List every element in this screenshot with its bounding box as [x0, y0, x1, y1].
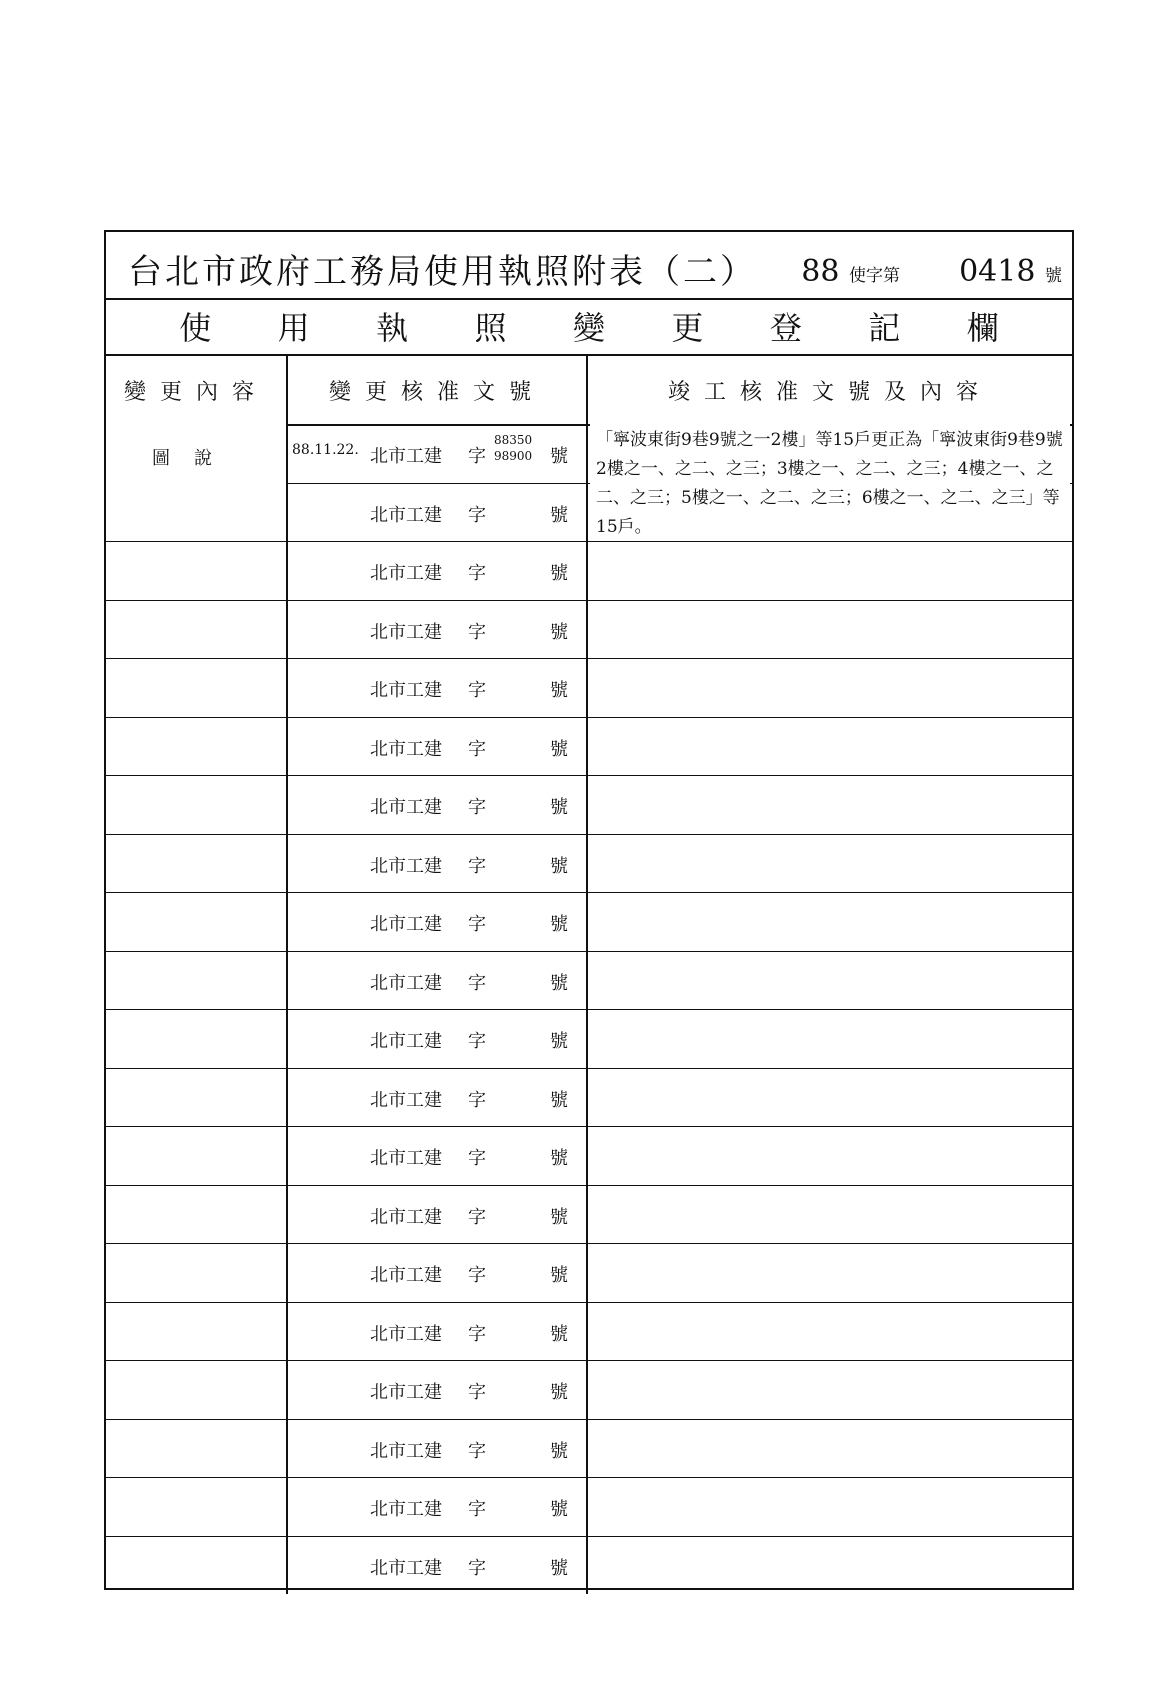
- table-row: [106, 892, 1072, 952]
- row-completion-cell: [588, 1126, 1072, 1185]
- approval-suffix: 號: [550, 1148, 568, 1169]
- approval-word: 字: [468, 1148, 486, 1169]
- table-row: [106, 1536, 1072, 1595]
- permit-appendix-form: [104, 230, 1074, 1590]
- approval-authority: 北市工建: [370, 1323, 442, 1345]
- col-completion: 竣工核准文號及內容: [667, 379, 992, 405]
- row-completion-cell: [588, 834, 1072, 893]
- approval-suffix: 號: [550, 797, 568, 818]
- band-char: 變: [572, 309, 605, 347]
- approval-word: 字: [468, 1499, 486, 1520]
- row-approval-cell: [288, 834, 588, 893]
- approval-word: 字: [468, 738, 486, 760]
- approval-authority: 北市工建: [370, 1557, 442, 1579]
- col-change-content: 變更內容: [106, 356, 288, 424]
- row-completion-cell: [588, 717, 1072, 776]
- approval-word: 字: [468, 621, 486, 643]
- table-row: [106, 541, 1072, 601]
- approval-word: 字: [468, 1382, 486, 1403]
- table-row: [106, 600, 1072, 660]
- form-title: 台北市政府工務局使用執照附表（二）: [128, 252, 757, 292]
- row-completion-cell: [588, 775, 1072, 834]
- permit-word: 使字第: [849, 266, 900, 286]
- row-approval-cell: [288, 1302, 588, 1361]
- approval-numbers: [494, 432, 532, 464]
- row-completion-cell: [588, 658, 1072, 717]
- table-row: [106, 834, 1072, 894]
- row-completion-cell: [588, 1243, 1072, 1302]
- approval-date: 88.11.22.: [292, 442, 359, 458]
- approval-authority: 北市工建: [370, 446, 442, 467]
- row-change-cell: [106, 951, 288, 1010]
- row-completion-cell: [588, 1477, 1072, 1536]
- row-approval-cell: [288, 658, 588, 717]
- row-change-cell: [106, 834, 288, 893]
- approval-suffix: 號: [550, 972, 568, 994]
- row-approval-cell: [288, 1185, 588, 1244]
- col-approval-no: 變更核准文號: [288, 356, 588, 424]
- row-approval-cell: [288, 775, 588, 834]
- table-row: [106, 1360, 1072, 1420]
- band-char: 記: [868, 309, 901, 347]
- approval-suffix: 號: [550, 738, 568, 760]
- table-row: [106, 1009, 1072, 1069]
- approval-authority: 北市工建: [370, 855, 442, 877]
- approval-suffix: 號: [550, 1031, 568, 1052]
- permit-year: 88: [801, 254, 840, 289]
- registration-rows: [106, 424, 1072, 1588]
- row-approval-cell: [288, 892, 588, 951]
- approval-word: 字: [468, 1323, 486, 1345]
- table-row: [106, 658, 1072, 718]
- approval-authority: 北市工建: [370, 1031, 442, 1052]
- approval-word: 字: [468, 1265, 486, 1286]
- table-row: [106, 1185, 1072, 1245]
- approval-suffix: 號: [550, 1440, 568, 1462]
- approval-word: 字: [468, 855, 486, 877]
- row-change-cell: [106, 1360, 288, 1419]
- approval-suffix: 號: [550, 680, 568, 701]
- row-approval-cell: [288, 1126, 588, 1185]
- table-row: [106, 1477, 1072, 1537]
- approval-authority: 北市工建: [370, 1382, 442, 1403]
- row-approval-cell: [288, 1419, 588, 1478]
- row-change-cell: [106, 775, 288, 834]
- row-change-cell: [106, 1009, 288, 1068]
- approval-suffix: 號: [550, 563, 568, 584]
- row-approval-cell: [288, 717, 588, 776]
- band-char: 使: [179, 309, 212, 347]
- approval-authority: 北市工建: [370, 1148, 442, 1169]
- approval-word: 字: [468, 797, 486, 818]
- approval-suffix: 號: [550, 1089, 568, 1111]
- approval-authority: 北市工建: [370, 797, 442, 818]
- approval-suffix: 號: [550, 1499, 568, 1520]
- row-change-cell: [106, 717, 288, 776]
- row-approval-cell: [288, 483, 588, 542]
- row-completion-cell: [588, 1185, 1072, 1244]
- row-change-cell: [106, 1068, 288, 1127]
- row-approval-cell: [288, 1009, 588, 1068]
- approval-suffix: 號: [550, 855, 568, 877]
- row-approval-cell: [288, 541, 588, 600]
- approval-word: 字: [468, 1206, 486, 1228]
- row-change-cell: [106, 1419, 288, 1478]
- row-approval-cell: [288, 424, 588, 483]
- approval-authority: 北市工建: [370, 972, 442, 994]
- table-row: [106, 775, 1072, 835]
- approval-suffix: 號: [550, 1557, 568, 1579]
- band-char: 欄: [966, 309, 999, 347]
- row-completion-cell: [588, 1009, 1072, 1068]
- approval-authority: 北市工建: [370, 563, 442, 584]
- row-change-cell: [106, 1126, 288, 1185]
- row-change-cell: [106, 541, 288, 600]
- approval-suffix: 號: [550, 1206, 568, 1228]
- row-completion-cell: [588, 1302, 1072, 1361]
- change-registration-band: [106, 298, 1072, 356]
- approval-suffix: 號: [550, 504, 568, 526]
- band-char: 照: [474, 309, 507, 347]
- approval-authority: 北市工建: [370, 1206, 442, 1228]
- band-char: 執: [376, 309, 409, 347]
- row-completion-cell: [588, 892, 1072, 951]
- table-row: [106, 717, 1072, 777]
- row-approval-cell: [288, 1243, 588, 1302]
- form-header: [106, 232, 1072, 300]
- row-change-cell: [106, 1477, 288, 1536]
- row-change-cell: [106, 892, 288, 951]
- row-completion-cell: [588, 1419, 1072, 1478]
- approval-word: 字: [468, 563, 486, 584]
- first-entry-completion: 「寧波東街9巷9號之一2樓」等15戶更正為「寧波東街9巷9號2樓之一、之二、之三；3樓之一、之二、之三；4樓之一、之二、之三；5樓之一、之二、之三；6樓之一、之二、之三」等15戶。: [590, 424, 1070, 541]
- permit-number: [801, 254, 1062, 289]
- permit-no: 0418: [959, 254, 1036, 289]
- row-completion-cell: [588, 600, 1072, 659]
- approval-authority: 北市工建: [370, 1265, 442, 1286]
- approval-num-1: 88350: [494, 433, 533, 447]
- row-completion-cell: [588, 1068, 1072, 1127]
- first-entry-change: [106, 424, 286, 541]
- approval-word: 字: [468, 1557, 486, 1579]
- row-approval-cell: [288, 600, 588, 659]
- table-row: [106, 1126, 1072, 1186]
- row-change-cell: [106, 1243, 288, 1302]
- approval-word: 字: [468, 972, 486, 994]
- row-change-cell: [106, 1185, 288, 1244]
- approval-authority: 北市工建: [370, 621, 442, 643]
- row-change-cell: [106, 1302, 288, 1361]
- approval-suffix: 號: [550, 446, 568, 467]
- row-change-cell: [106, 1536, 288, 1595]
- approval-word: 字: [468, 504, 486, 526]
- table-row: [106, 951, 1072, 1011]
- approval-authority: 北市工建: [370, 1499, 442, 1520]
- approval-word: 字: [468, 446, 486, 467]
- first-entry-desc: 圖說: [152, 448, 236, 469]
- approval-authority: 北市工建: [370, 680, 442, 701]
- row-change-cell: [106, 658, 288, 717]
- approval-word: 字: [468, 914, 486, 935]
- table-row: [106, 1302, 1072, 1362]
- approval-authority: 北市工建: [370, 738, 442, 760]
- row-completion-cell: [588, 1360, 1072, 1419]
- row-completion-cell: [588, 541, 1072, 600]
- permit-suffix: 號: [1045, 266, 1062, 286]
- row-change-cell: [106, 600, 288, 659]
- approval-authority: 北市工建: [370, 504, 442, 526]
- row-approval-cell: [288, 951, 588, 1010]
- approval-num-2: 98900: [494, 449, 533, 463]
- approval-word: 字: [468, 680, 486, 701]
- band-char: 登: [769, 309, 802, 347]
- table-row: [106, 1068, 1072, 1128]
- approval-word: 字: [468, 1089, 486, 1111]
- approval-suffix: 號: [550, 621, 568, 643]
- approval-word: 字: [468, 1440, 486, 1462]
- column-headers: [106, 356, 1072, 426]
- row-completion-cell: [588, 951, 1072, 1010]
- row-approval-cell: [288, 1477, 588, 1536]
- table-row: [106, 1243, 1072, 1303]
- row-approval-cell: [288, 1068, 588, 1127]
- approval-authority: 北市工建: [370, 914, 442, 935]
- band-char: 更: [671, 309, 704, 347]
- table-row: [106, 1419, 1072, 1479]
- row-approval-cell: [288, 1536, 588, 1595]
- approval-authority: 北市工建: [370, 1440, 442, 1462]
- approval-word: 字: [468, 1031, 486, 1052]
- approval-suffix: 號: [550, 1382, 568, 1403]
- row-approval-cell: [288, 1360, 588, 1419]
- approval-authority: 北市工建: [370, 1089, 442, 1111]
- row-completion-cell: [588, 1536, 1072, 1595]
- approval-suffix: 號: [550, 1323, 568, 1345]
- approval-suffix: 號: [550, 914, 568, 935]
- approval-suffix: 號: [550, 1265, 568, 1286]
- band-char: 用: [277, 309, 310, 347]
